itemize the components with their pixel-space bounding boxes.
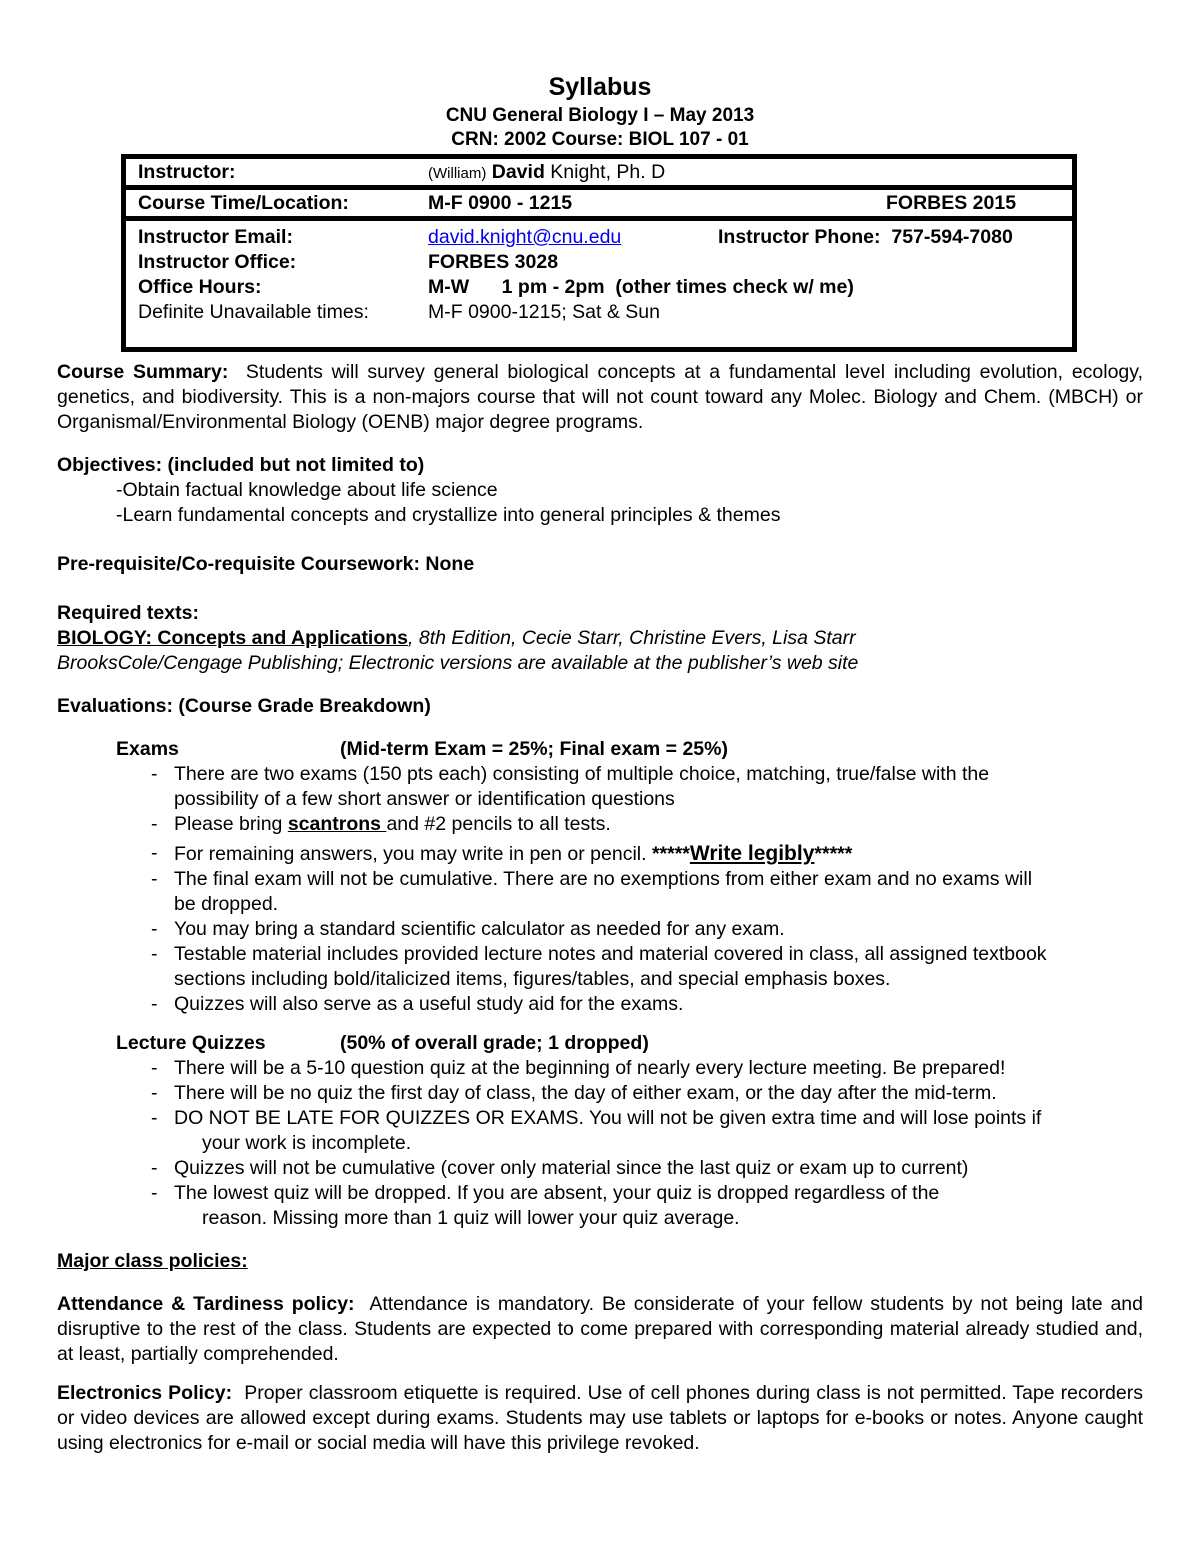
time-value: M-F 0900 - 1215 <box>428 192 573 214</box>
policies-heading: Major class policies: <box>57 1250 248 1272</box>
email-row <box>126 225 1072 250</box>
evaluations-heading: Evaluations: (Course Grade Breakdown) <box>57 695 431 717</box>
page-title: Syllabus <box>548 73 652 101</box>
phone-info: Instructor Phone: 757-594-7080 <box>718 226 1013 248</box>
list-item: - Quizzes will also serve as a useful study aid for the exams. <box>151 992 1143 1017</box>
instructor-row <box>126 159 1072 190</box>
syllabus-page <box>57 70 1143 1456</box>
course-crn: CRN: 2002 Course: BIOL 107 - 01 <box>451 129 749 150</box>
hours-value: M-W 1 pm - 2pm (other times check w/ me) <box>428 276 854 298</box>
office-row <box>126 250 1072 275</box>
list-item: - Quizzes will not be cumulative (cover only material since the last quiz or exam up to current) <box>151 1156 1143 1181</box>
course-name: CNU General Biology I – May 2013 <box>445 105 755 126</box>
objective-item: -Learn fundamental concepts and crystallize into general principles & themes <box>116 504 781 526</box>
textbook <box>57 626 1143 651</box>
time-label: Course Time/Location: <box>138 192 349 214</box>
list-item: - The lowest quiz will be dropped. If you are absent, your quiz is dropped regardless of the reason. Missing more than 1 quiz will lower your quiz average. <box>151 1181 1143 1231</box>
list-item: - You may bring a standard scientific calculator as needed for any exam. <box>151 917 1143 942</box>
unavailable-label: Definite Unavailable times: <box>138 301 369 323</box>
list-item: - There will be a 5-10 question quiz at the beginning of nearly every lecture meeting. Be prepared! <box>151 1056 1143 1081</box>
list-item: - DO NOT BE LATE FOR QUIZZES OR EXAMS. You will not be given extra time and will lose points if your work is incomplete. <box>151 1106 1143 1156</box>
list-item: - There will be no quiz the first day of class, the day of either exam, or the day after the mid-term. <box>151 1081 1143 1106</box>
prereq: Pre-requisite/Co-requisite Coursework: None <box>57 553 475 575</box>
exams-label: Exams <box>116 738 179 760</box>
quiz-label: Lecture Quizzes <box>116 1032 266 1054</box>
office-value: FORBES 3028 <box>428 251 559 273</box>
scantrons-emphasis: scantrons <box>287 813 387 835</box>
electronics-policy: Electronics Policy: Proper classroom etiquette is required. Use of cell phones during class is not permitted. Tape recorders or video devices are allowed except during exams. Students may use tablets or laptops for e-books or notes. Anyone caught using electronics for e-mail or social media will have this privilege revoked. <box>57 1382 1143 1454</box>
exams-heading <box>57 737 1143 762</box>
texts-heading: Required texts: <box>57 602 199 624</box>
quiz-weight: (50% of overall grade; 1 dropped) <box>340 1032 649 1054</box>
book-details: , 8th Edition, Cecie Starr, Christine Evers, Lisa Starr <box>408 627 856 649</box>
course-summary: Course Summary: Students will survey general biological concepts at a fundamental level including evolution, ecology, genetics, and biodiversity. This is a non-majors course that will not count toward any Molec. Biology and Chem. (MBCH) or Organismal/Environmental Biology (OENB) major degree programs. <box>57 361 1143 433</box>
hours-label: Office Hours: <box>138 276 262 298</box>
quiz-heading <box>57 1031 1143 1056</box>
list-item: - For remaining answers, you may write in pen or pencil. *****Write legibly***** <box>151 841 1143 867</box>
publisher: BrooksCole/Cengage Publishing; Electronic versions are available at the publisher’s web site <box>57 652 859 674</box>
list-item: - There are two exams (150 pts each) consisting of multiple choice, matching, true/false with the possibility of a few short answer or identification questions <box>151 762 1143 812</box>
email-label: Instructor Email: <box>138 226 293 248</box>
exams-weight: (Mid-term Exam = 25%; Final exam = 25%) <box>340 738 728 760</box>
email-link[interactable]: david.knight@cnu.edu <box>428 226 622 248</box>
objective-item: -Obtain factual knowledge about life science <box>116 479 498 501</box>
instructor-value: (William) David Knight, Ph. D <box>428 161 666 183</box>
course-info-box <box>121 154 1077 352</box>
objectives-heading: Objectives: (included but not limited to) <box>57 454 425 476</box>
write-legibly: Write legibly <box>689 842 815 865</box>
unavailable-value: M-F 0900-1215; Sat & Sun <box>428 301 660 323</box>
exam-rules <box>57 762 1143 1017</box>
contact-block <box>126 221 1072 347</box>
book-title: BIOLOGY: Concepts and Applications <box>57 627 409 649</box>
list-item: - The final exam will not be cumulative. There are no exemptions from either exam and no exams will be dropped. <box>151 867 1143 917</box>
attendance-policy: Attendance & Tardiness policy: Attendance is mandatory. Be considerate of your fellow students by not being late and disruptive to the rest of the class. Students are expected to come prepared with corresponding material already studied and, at least, partially comprehended. <box>57 1293 1143 1365</box>
quiz-rules <box>57 1056 1143 1231</box>
instructor-label: Instructor: <box>138 161 236 183</box>
office-label: Instructor Office: <box>138 251 297 273</box>
list-item: - Please bring scantrons and #2 pencils to all tests. <box>151 812 1143 837</box>
location-value: FORBES 2015 <box>886 192 1017 214</box>
list-item: - Testable material includes provided lecture notes and material covered in class, all assigned textbook sections including bold/italicized items, figures/tables, and special emphasis boxes. <box>151 942 1143 992</box>
unavailable-row <box>126 300 1072 325</box>
hours-row <box>126 275 1072 300</box>
time-location-row <box>126 190 1072 221</box>
